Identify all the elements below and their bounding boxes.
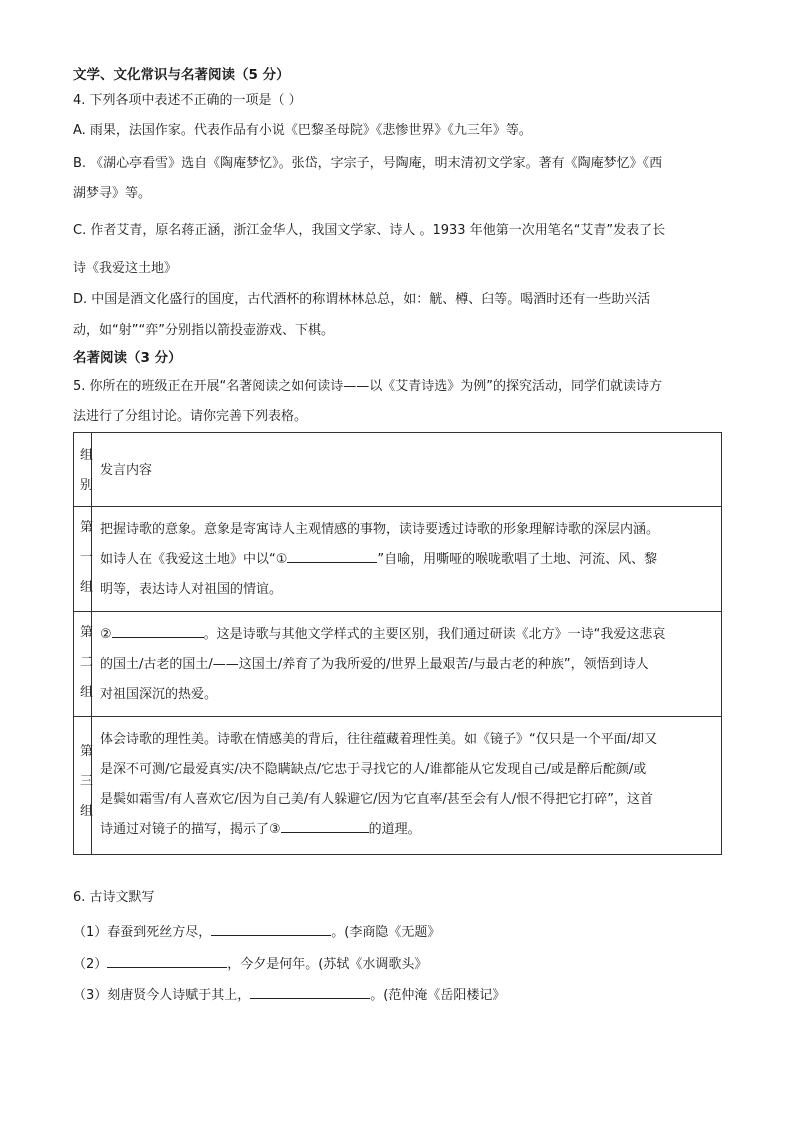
answer-blank-4[interactable]: [211, 922, 331, 936]
row-text-line: 把握诗歌的意象。意象是寄寓诗人主观情感的事物，读诗要透过诗歌的形象理解诗歌的深层内涵。: [100, 522, 660, 537]
label-char: 组: [80, 580, 94, 595]
answer-blank-3[interactable]: [281, 819, 369, 833]
table-row: [74, 612, 722, 717]
row-text-line: 对祖国深沉的热爱。: [100, 687, 218, 702]
option-d-line2: 动，如“射”“弈”分别指以箭投壶游戏、下棋。: [73, 323, 334, 338]
row-content-cell: [92, 612, 722, 717]
label-cell: [74, 717, 92, 855]
row-text-line: 如诗人在《我爱这土地》中以“① ”自喻，用嘶哑的喉咙歌唱了土地、河流、风、黎: [100, 545, 713, 575]
option-c-line1: C. 作者艾青，原名蒋正涵，浙江金华人，我国文学家、诗人 。1933 年他第一次用笔名“艾青”发表了长: [73, 223, 666, 238]
row-text-line: 诗通过对镜子的描写，揭示了③ 的道理。: [100, 815, 713, 845]
answer-blank-2[interactable]: [112, 624, 204, 638]
row-text-line: 明等，表达诗人对祖国的情谊。: [100, 582, 283, 597]
option-c-line2: 诗《我爱这土地》: [73, 261, 178, 276]
answer-blank-5[interactable]: [107, 954, 227, 968]
question-5-stem-line2: 法进行了分组讨论。请你完善下列表格。: [73, 409, 308, 424]
question-6-title: 6. 古诗文默写: [73, 890, 155, 905]
label-char: 组: [80, 804, 94, 819]
header-content-label: 发言内容: [100, 462, 153, 478]
row-content-cell: [92, 507, 722, 612]
question-4-stem: 4. 下列各项中表述不正确的一项是（ ）: [73, 93, 302, 108]
section-title-literature: 文学、文化常识与名著阅读（5 分）: [73, 67, 290, 83]
section-title-classics: 名著阅读（3 分）: [73, 350, 182, 366]
label-char: 一: [80, 550, 94, 565]
label-char: 第: [80, 744, 94, 759]
option-a: A. 雨果，法国作家。代表作品有小说《巴黎圣母院》《悲惨世界》《九三年》等。: [73, 123, 532, 138]
row-text-line: 是鬓如霜雪/有人喜欢它/因为自己美/有人躲避它/因为它直率/甚至会有人/恨不得把它打碎”，这首: [100, 792, 654, 807]
discussion-table: [73, 432, 722, 855]
answer-blank-1[interactable]: [287, 549, 377, 563]
label-char: 第: [80, 520, 94, 535]
label-char: 别: [80, 478, 94, 493]
option-b-line1: B. 《湖心亭看雪》选自《陶庵梦忆》。张岱，字宗子，号陶庵，明末清初文学家。著有《陶庵梦忆》《西: [73, 156, 663, 171]
label-char: 组: [80, 685, 94, 700]
label-char: 三: [80, 774, 94, 789]
row-text-line: 是深不可测/它最爱真实/决不隐瞒缺点/它忠于寻找它的人/谁都能从它发现自己/或是醉后酡颜/或: [100, 762, 647, 777]
question-5-stem-line1: 5. 你所在的班级正在开展“名著阅读之如何读诗——以《艾青诗选》为例”的探究活动，同学们就读诗方: [73, 379, 663, 394]
table-header-row: [74, 433, 722, 507]
row-text-line: ② 。这是诗歌与其他文学样式的主要区别，我们通过研读《北方》一诗“我爱这悲哀: [100, 620, 713, 650]
recite-item-1: （1）春蚕到死丝方尽， 。(李商隐《无题》: [73, 922, 440, 942]
header-content-cell: [92, 433, 722, 507]
recite-item-3: （3）刻唐贤今人诗赋于其上， 。(范仲淹《岳阳楼记》: [73, 985, 505, 1005]
label-char: 第: [80, 625, 94, 640]
table-row: [74, 717, 722, 855]
label-cell: [74, 433, 92, 507]
option-b-line2: 湖梦寻》等。: [73, 186, 152, 201]
label-char: 组: [80, 448, 94, 463]
label-cell: [74, 612, 92, 717]
option-d-line1: D. 中国是酒文化盛行的国度，古代酒杯的称谓林林总总，如：觥、樽、臼等。喝酒时还有一些助兴活: [73, 292, 651, 307]
answer-blank-6[interactable]: [250, 985, 370, 999]
row-content-cell: [92, 717, 722, 855]
row-text-line: 体会诗歌的理性美。诗歌在情感美的背后，往往蕴藏着理性美。如《镜子》“仅只是一个平面/却又: [100, 732, 658, 747]
table-row: [74, 507, 722, 612]
label-cell: [74, 507, 92, 612]
label-char: 二: [80, 655, 94, 670]
row-text-line: 的国土/古老的国土/——这国土/养育了为我所爱的/世界上最艰苦/与最古老的种族”，领悟到诗人: [100, 657, 649, 672]
recite-item-2: （2） ，今夕是何年。(苏轼《水调歌头》: [73, 954, 427, 974]
